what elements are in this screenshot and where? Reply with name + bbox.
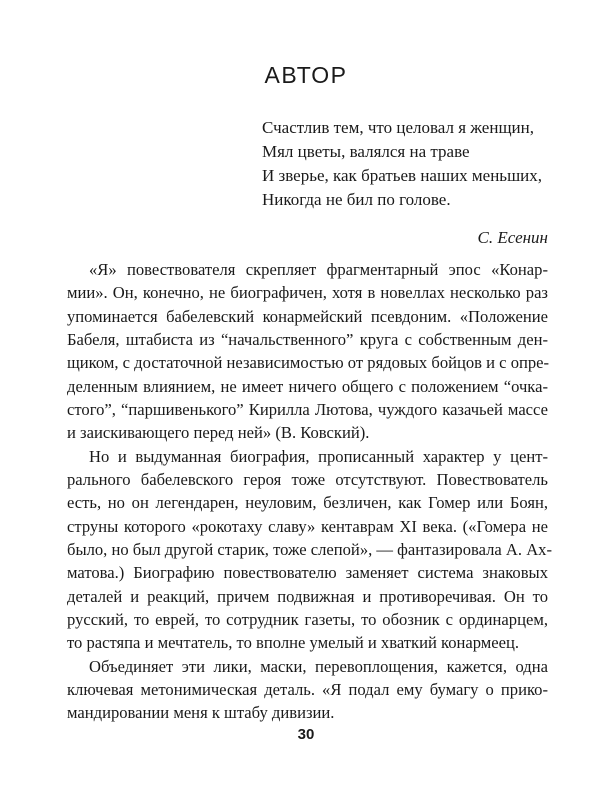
epigraph — [262, 116, 542, 212]
text-line: русский, то еврей, то сотрудник газеты, то обозник с ординарцем, — [67, 609, 548, 629]
text-line: упоминается бабелевский конармейский псевдоним. «Положение — [67, 306, 548, 326]
text-line: струны которого «рокотаху славу» кентаврам XI века. («Гомера не — [67, 516, 548, 536]
text-line: «Я» повествователя скрепляет фрагментарный эпос «Конар- — [89, 260, 548, 279]
body-text — [67, 258, 553, 725]
text-line: матова.) Биографию повествователю заменяет система знаковых — [67, 563, 548, 583]
text-line: и заискивающего перед ней» (В. Ковский). — [67, 423, 370, 443]
text-line: деталей и реакций, причем подвижная и противоречивая. Он то — [67, 586, 548, 606]
epigraph-line: Никогда не бил по голове. — [262, 190, 451, 209]
paragraph — [67, 258, 548, 445]
epigraph-line: Счастлив тем, что целовал я женщин, — [262, 118, 534, 137]
epigraph-line: Мял цветы, валялся на траве — [262, 142, 470, 161]
text-line: деленным влиянием, не имеет ничего общего с положением “очка- — [67, 376, 548, 396]
page-number: 30 — [297, 726, 315, 743]
paragraph — [67, 655, 548, 725]
epigraph-author: С. Есенин — [477, 228, 548, 247]
text-line: мандировании меня к штабу дивизии. — [67, 703, 335, 723]
epigraph-line: И зверье, как братьев наших меньших, — [262, 166, 543, 185]
text-line: Но и выдуманная биография, прописанный характер у цент- — [89, 446, 548, 466]
text-line: Объединяет эти лики, маски, перевоплощения, кажется, одна — [89, 656, 548, 676]
text-line: стого”, “паршивенького” Кирилла Лютова, чуждого казачьей массе — [67, 399, 548, 419]
text-line: рального бабелевского героя тоже отсутствуют. Повествователь — [67, 469, 548, 489]
text-line: мии». Он, конечно, не биографичен, хотя в новеллах несколько раз — [67, 283, 548, 303]
text-line: то растяпа и мечтатель, то вполне умелый и хваткий конармеец. — [67, 633, 520, 653]
paragraph — [67, 445, 553, 655]
text-line: щиком, с достаточной независимостью от рядовых бойцов и с опре- — [67, 353, 550, 373]
text-line: ключевая метонимическая деталь. «Я подал ему бумагу о прико- — [67, 679, 548, 699]
text-line: Бабеля, штабиста из “начальственного” круга с собственным ден- — [67, 329, 548, 349]
text-line: есть, но он легендарен, неуловим, безличен, как Гомер или Боян, — [67, 493, 548, 513]
chapter-title: АВТОР — [264, 62, 348, 88]
text-line: было, но был другой старик, тоже слепой», — фантазировала А. Ах- — [67, 539, 553, 559]
